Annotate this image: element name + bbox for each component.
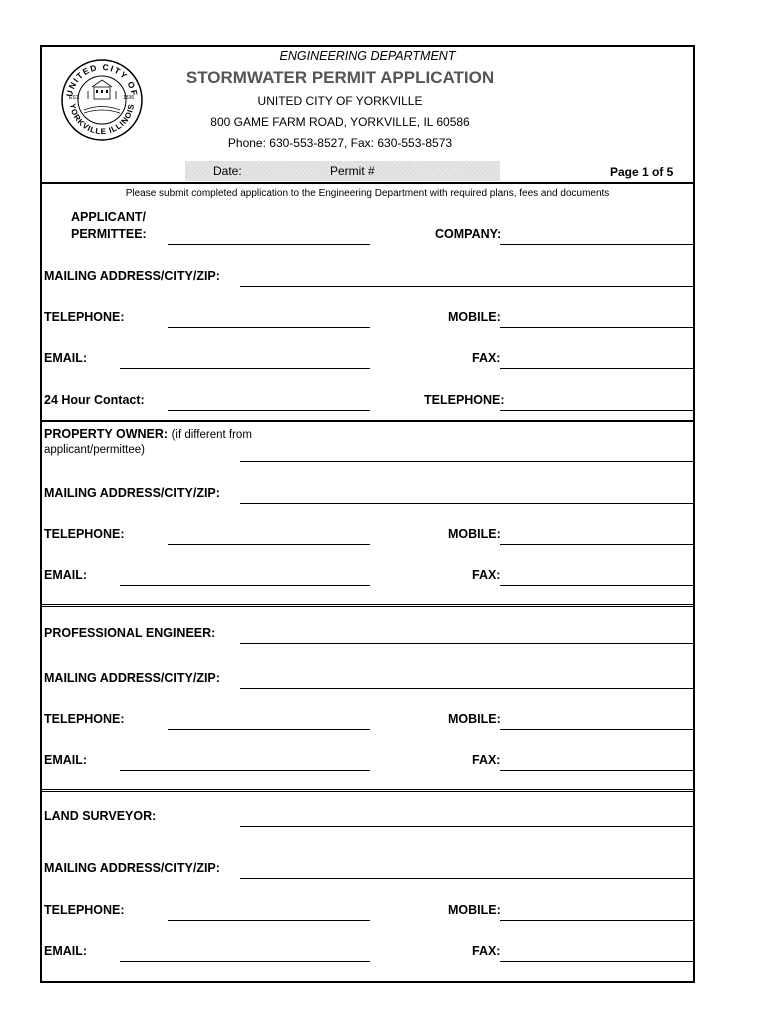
owner-telephone-label: TELEPHONE: <box>44 527 125 541</box>
owner-mobile-field[interactable] <box>500 528 695 545</box>
applicant-email-field[interactable] <box>120 352 370 369</box>
applicant-mobile-label: MOBILE: <box>448 310 501 324</box>
seal-year: 1836 <box>123 95 135 101</box>
instructions-text: Please submit completed application to the Engineering Department with required plans, fees and documents <box>125 188 610 199</box>
page-indicator: Page 1 of 5 <box>610 165 674 179</box>
engineer-telephone-field[interactable] <box>168 713 370 730</box>
engineer-mobile-label: MOBILE: <box>448 712 501 726</box>
owner-note-1: (if different from <box>171 429 252 441</box>
surveyor-mailing-field[interactable] <box>240 862 695 879</box>
applicant-mobile-field[interactable] <box>500 311 695 328</box>
engineer-label: PROFESSIONAL ENGINEER: <box>44 626 216 640</box>
engineer-telephone-label: TELEPHONE: <box>44 712 125 726</box>
company-label: COMPANY: <box>435 227 502 241</box>
permit-number-label: Permit # <box>330 164 375 178</box>
engineer-fax-label: FAX: <box>472 753 501 767</box>
surveyor-mobile-label: MOBILE: <box>448 903 501 917</box>
owner-fax-label: FAX: <box>472 568 501 582</box>
applicant-mailing-label: MAILING ADDRESS/CITY/ZIP: <box>44 269 220 283</box>
department-title: ENGINEERING DEPARTMENT <box>279 49 456 63</box>
engineer-name-field[interactable] <box>240 627 695 644</box>
owner-mobile-label: MOBILE: <box>448 527 501 541</box>
owner-email-field[interactable] <box>120 569 370 586</box>
surveyor-telephone-label: TELEPHONE: <box>44 903 125 917</box>
contact24-field[interactable] <box>168 394 370 411</box>
applicant-name-field[interactable] <box>168 228 370 245</box>
owner-mailing-field[interactable] <box>240 487 695 504</box>
engineer-email-field[interactable] <box>120 754 370 771</box>
surveyor-mailing-label: MAILING ADDRESS/CITY/ZIP: <box>44 861 220 875</box>
surveyor-email-label: EMAIL: <box>44 944 88 958</box>
applicant-telephone-label: TELEPHONE: <box>44 310 125 324</box>
engineer-mailing-field[interactable] <box>240 672 695 689</box>
date-label: Date: <box>213 164 242 178</box>
applicant-mailing-field[interactable] <box>240 270 695 287</box>
seal-est: EST. <box>69 95 80 101</box>
owner-label <box>44 427 252 441</box>
surveyor-fax-field[interactable] <box>500 945 695 962</box>
section-divider <box>40 604 695 607</box>
city-name: UNITED CITY OF YORKVILLE <box>257 94 423 108</box>
applicant-email-label: EMAIL: <box>44 351 88 365</box>
surveyor-fax-label: FAX: <box>472 944 501 958</box>
section-divider <box>40 420 695 422</box>
applicant-label-line1: APPLICANT/ <box>71 210 146 224</box>
applicant-fax-field[interactable] <box>500 352 695 369</box>
owner-note-2: applicant/permittee) <box>44 444 145 456</box>
engineer-fax-field[interactable] <box>500 754 695 771</box>
owner-name-field[interactable] <box>240 445 695 462</box>
engineer-email-label: EMAIL: <box>44 753 88 767</box>
city-address: 800 GAME FARM ROAD, YORKVILLE, IL 60586 <box>210 115 470 129</box>
applicant-telephone-field[interactable] <box>168 311 370 328</box>
applicant-label-line2: PERMITTEE: <box>71 227 147 241</box>
section-divider <box>40 789 695 792</box>
owner-email-label: EMAIL: <box>44 568 88 582</box>
surveyor-mobile-field[interactable] <box>500 904 695 921</box>
engineer-mailing-label: MAILING ADDRESS/CITY/ZIP: <box>44 671 220 685</box>
surveyor-telephone-field[interactable] <box>168 904 370 921</box>
engineer-mobile-field[interactable] <box>500 713 695 730</box>
surveyor-email-field[interactable] <box>120 945 370 962</box>
header-divider <box>40 182 695 184</box>
owner-label-text: PROPERTY OWNER: <box>44 427 169 441</box>
owner-telephone-field[interactable] <box>168 528 370 545</box>
contact24-telephone-label: TELEPHONE: <box>424 393 505 407</box>
contact24-telephone-field[interactable] <box>500 394 695 411</box>
seal-bottom-text: YORKVILLE ILLINOIS <box>67 102 137 137</box>
owner-mailing-label: MAILING ADDRESS/CITY/ZIP: <box>44 486 220 500</box>
contact24-label: 24 Hour Contact: <box>44 393 145 407</box>
owner-fax-field[interactable] <box>500 569 695 586</box>
applicant-fax-label: FAX: <box>472 351 501 365</box>
phone-fax: Phone: 630-553-8527, Fax: 630-553-8573 <box>227 136 453 150</box>
surveyor-name-field[interactable] <box>240 810 695 827</box>
company-field[interactable] <box>500 228 695 245</box>
surveyor-label: LAND SURVEYOR: <box>44 809 157 823</box>
form-title: STORMWATER PERMIT APPLICATION <box>185 68 495 87</box>
seal-top-text: UNITED CITY OF <box>64 61 140 98</box>
form-frame <box>40 45 695 983</box>
